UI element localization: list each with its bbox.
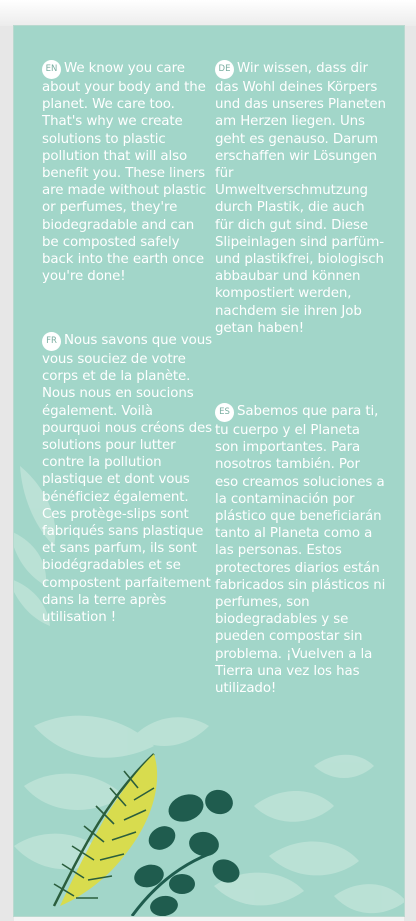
panel-en bbox=[42, 60, 214, 285]
panel-de-text: Wir wissen, dass dir das Wohl deines Körpers und das unseres Planeten am Herzen liegen. Uns geht es genauso. Darum erschaffen wir Lösungen für Umweltverschmutzung durch Plastik, die auch für dich gut sind. Diese Slipeinlagen sind parfüm- und plastikfrei, biologisch abbaubar und können kompostiert werden, nachdem sie ihren Job getan haben! bbox=[215, 61, 391, 336]
panel-fr-text: Nous savons que vous vous souciez de votre corps et de la planète. Nous nous en soucions également. Voilà pourquoi nous créons des solutions pour lutter contre la pollution plastique et dont vous bénéficiez également. Ces protège-slips sont fabriqués sans plastique et sans parfum, ils sont biodégradables et se compostent parfaitement dans la terre après utilisation ! bbox=[42, 333, 217, 626]
box-left-edge bbox=[0, 26, 14, 921]
panel-fr bbox=[42, 332, 217, 626]
language-badge-de: DE bbox=[215, 60, 234, 79]
panel-es bbox=[215, 403, 390, 697]
box-right-edge bbox=[404, 26, 416, 921]
box-top-edge bbox=[0, 0, 416, 26]
language-badge-en: EN bbox=[42, 60, 61, 79]
language-badge-fr: FR bbox=[42, 332, 61, 351]
panel-es-text: Sabemos que para ti, tu cuerpo y el Planeta son importantes. Para nosotros también. Por eso creamos soluciones a la contaminación por plástico que beneficiarán tanto al Planeta como a las personas. Estos protectores diarios están fabricados sin plásticos ni perfumes, son biodegradables y se pueden compostar sin problema. ¡Vuelven a la Tierra una vez los has utilizado! bbox=[215, 404, 390, 697]
panel-de bbox=[215, 60, 391, 337]
language-badge-es: ES bbox=[215, 403, 234, 422]
panel-en-text: We know you care about your body and the planet. We care too. That's why we create solutions to plastic pollution that will also benefit you. These liners are made without plastic or perfumes, they're biodegradable and can be composted safely back into the earth once you're done! bbox=[42, 61, 211, 285]
package-side-panel bbox=[14, 26, 404, 916]
